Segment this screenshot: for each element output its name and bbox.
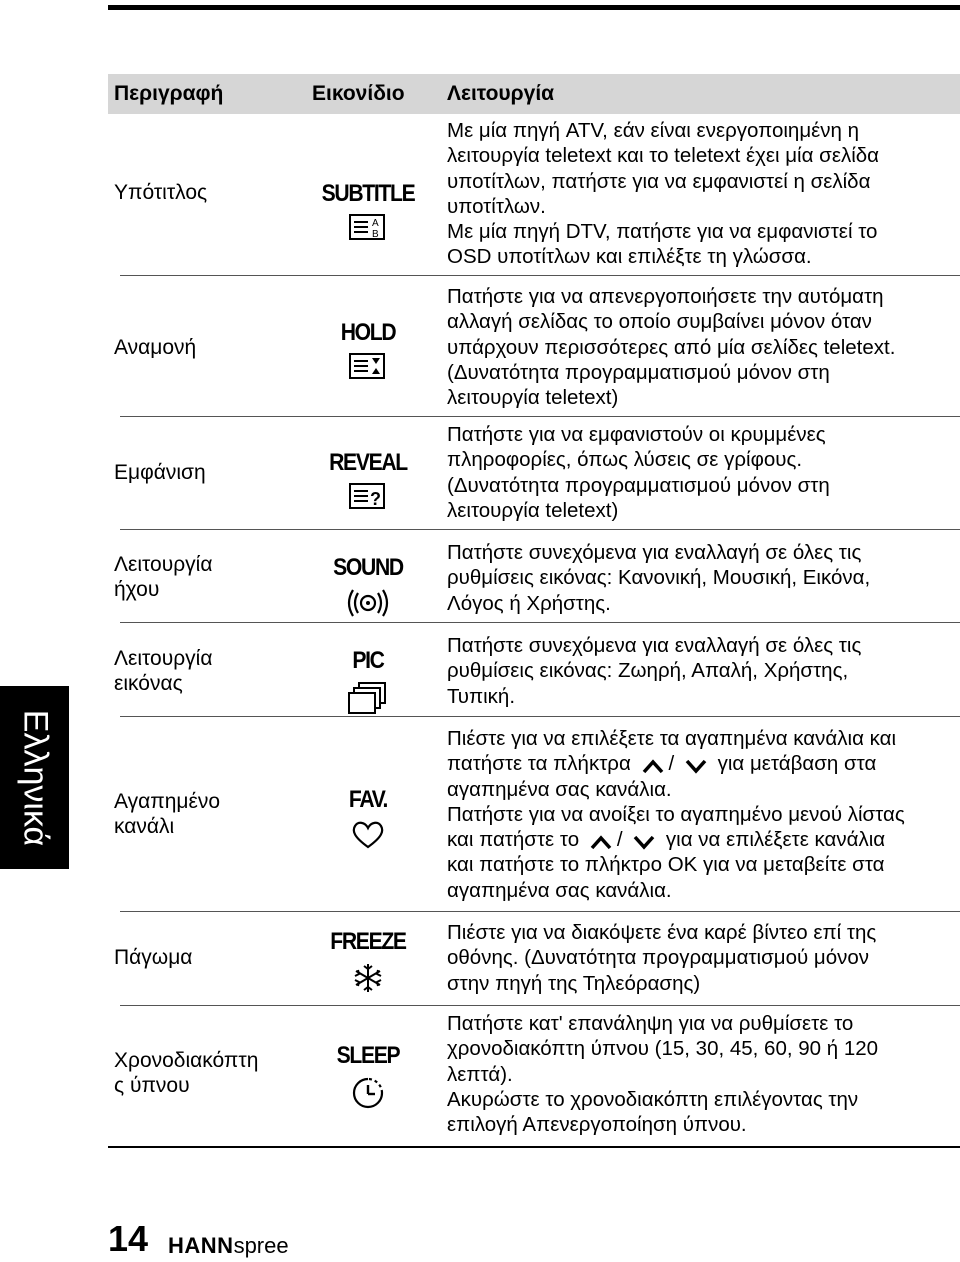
chevron-down-icon — [632, 834, 656, 850]
icon-cell — [313, 647, 423, 715]
row-description: Υπότιτλος — [114, 181, 208, 204]
table-row-favorite — [108, 720, 960, 912]
heart-icon — [350, 820, 386, 850]
row-description: Πάγωμα — [114, 946, 193, 969]
row-function: Πατήστε συνεχόμενα για εναλλαγή σε όλες τις ρυθμίσεις εικόνας: Κανονική, Μουσική, Εικόνα, Λόγος ή Χρήστης. — [447, 541, 871, 615]
icon-cell — [313, 786, 423, 850]
row-function: Πατήστε συνεχόμενα για εναλλαγή σε όλες τις ρυθμίσεις εικόνας: Ζωηρή, Απαλή, Χρήστης, Τυπική. — [447, 634, 862, 708]
icon-label: SLEEP — [336, 1042, 400, 1069]
svg-text:?: ? — [370, 489, 381, 509]
chevron-up-icon — [641, 758, 665, 774]
icon-cell — [313, 180, 423, 240]
table-row-sound — [108, 532, 960, 624]
chevron-down-icon — [684, 758, 708, 774]
icon-cell — [313, 1042, 423, 1110]
header-icon: Εικονίδιο — [312, 82, 405, 105]
icon-cell — [313, 319, 423, 379]
sleep-timer-icon — [351, 1076, 385, 1110]
row-function: Με μία πηγή ATV, εάν είναι ενεργοποιημένη η λειτουργία teletext και το teletext έχει μία σελίδα υποτίτλων, πατήστε για να εμφανιστεί η σελίδα υποτίτλων. Με μία πηγή DTV, πατήστε για να εμφανιστεί το OSD υποτίτλων και επιλέξτε τη γλώσσα. — [447, 119, 880, 269]
table-row-reveal — [108, 419, 960, 531]
icon-label: PIC — [352, 647, 384, 674]
row-function: Πατήστε για να απενεργοποιήσετε την αυτόματη αλλαγή σελίδας το οποίο συμβαίνει μόνον όταν υπάρχουν περισσότερες από μία σελίδες teletext. (Δυνατότητα προγραμματισμού μόνον στη λειτουργία teletext) — [447, 285, 896, 410]
table-row-sleep — [108, 1008, 960, 1148]
icon-cell — [313, 928, 423, 994]
chevron-up-icon — [589, 834, 613, 850]
table-header — [108, 74, 960, 114]
top-rule — [108, 5, 960, 10]
row-divider — [120, 622, 960, 623]
row-description: Χρονοδιακόπτη ς ύπνου — [114, 1049, 259, 1097]
icon-cell — [313, 449, 423, 509]
subtitle-icon — [348, 214, 388, 240]
hold-icon — [348, 353, 388, 379]
svg-text:A: A — [372, 218, 379, 229]
row-divider — [120, 716, 960, 717]
row-divider — [120, 1005, 960, 1006]
table-row-picture — [108, 625, 960, 717]
row-divider — [120, 911, 960, 912]
icon-label: HOLD — [340, 319, 396, 346]
row-description: Αναμονή — [114, 336, 197, 359]
row-description: Εμφάνιση — [114, 461, 206, 484]
svg-text:B: B — [372, 229, 379, 240]
page-number: 14 — [108, 1218, 149, 1259]
row-function: Πιέστε για να επιλέξετε τα αγαπημένα κανάλια και πατήστε τα πλήκτρα / για μετάβαση στα αγαπημένα σας κανάλια. Πατήστε για να ανοίξει το αγαπημένο μενού λίστας και πατήστε το / για να επιλέξετε κανάλια και πατήστε το πλήκτρο ΟΚ για να μεταβείτε στα αγαπημένα σας κανάλια. — [447, 727, 905, 902]
row-divider — [120, 275, 960, 276]
table-row-freeze — [108, 914, 960, 1006]
row-function: Πατήστε κατ' επανάληψη για να ρυθμίσετε το χρονοδιακόπτη ύπνου (15, 30, 45, 60, 90 ή 120 λεπτά). Ακυρώστε το χρονοδιακόπτη επιλέγοντας την επιλογή Απενεργοποίηση ύπνου. — [447, 1012, 879, 1137]
row-function: Πατήστε για να εμφανιστούν οι κρυμμένες πληροφορίες, όπως λύσεις σε γρίφους. (Δυνατότητα προγραμματισμού μόνον στη λειτουργία teletext) — [447, 423, 830, 522]
header-function: Λειτουργία — [447, 82, 555, 105]
table-row-hold — [108, 281, 960, 419]
table-row-subtitle — [108, 116, 960, 280]
icon-label: SUBTITLE — [321, 180, 415, 207]
header-description: Περιγραφή — [114, 82, 224, 105]
language-tab — [0, 686, 69, 869]
language-tab-label: Ελληνικά — [16, 709, 54, 846]
row-function: Πιέστε για να διακόψετε ένα καρέ βίντεο επί της οθόνης. (Δυνατότητα προγραμματισμού μόνον στην πηγή της Τηλεόρασης) — [447, 921, 877, 995]
icon-label: REVEAL — [329, 449, 407, 476]
row-description: Λειτουργία ήχου — [114, 553, 213, 601]
icon-cell — [313, 554, 423, 618]
icon-label: FREEZE — [330, 928, 406, 955]
row-description: Λειτουργία εικόνας — [114, 647, 213, 695]
sound-icon — [344, 588, 392, 618]
row-divider — [120, 529, 960, 530]
brand-logo: HANNspree — [168, 1233, 289, 1258]
row-divider — [120, 416, 960, 417]
icon-label: SOUND — [333, 554, 403, 581]
snowflake-icon — [352, 962, 384, 994]
reveal-icon — [348, 483, 388, 509]
icon-label: FAV. — [348, 786, 388, 813]
table-bottom-rule — [108, 1146, 960, 1148]
picture-icon — [346, 681, 390, 715]
row-description: Αγαπημένο κανάλι — [114, 790, 221, 838]
